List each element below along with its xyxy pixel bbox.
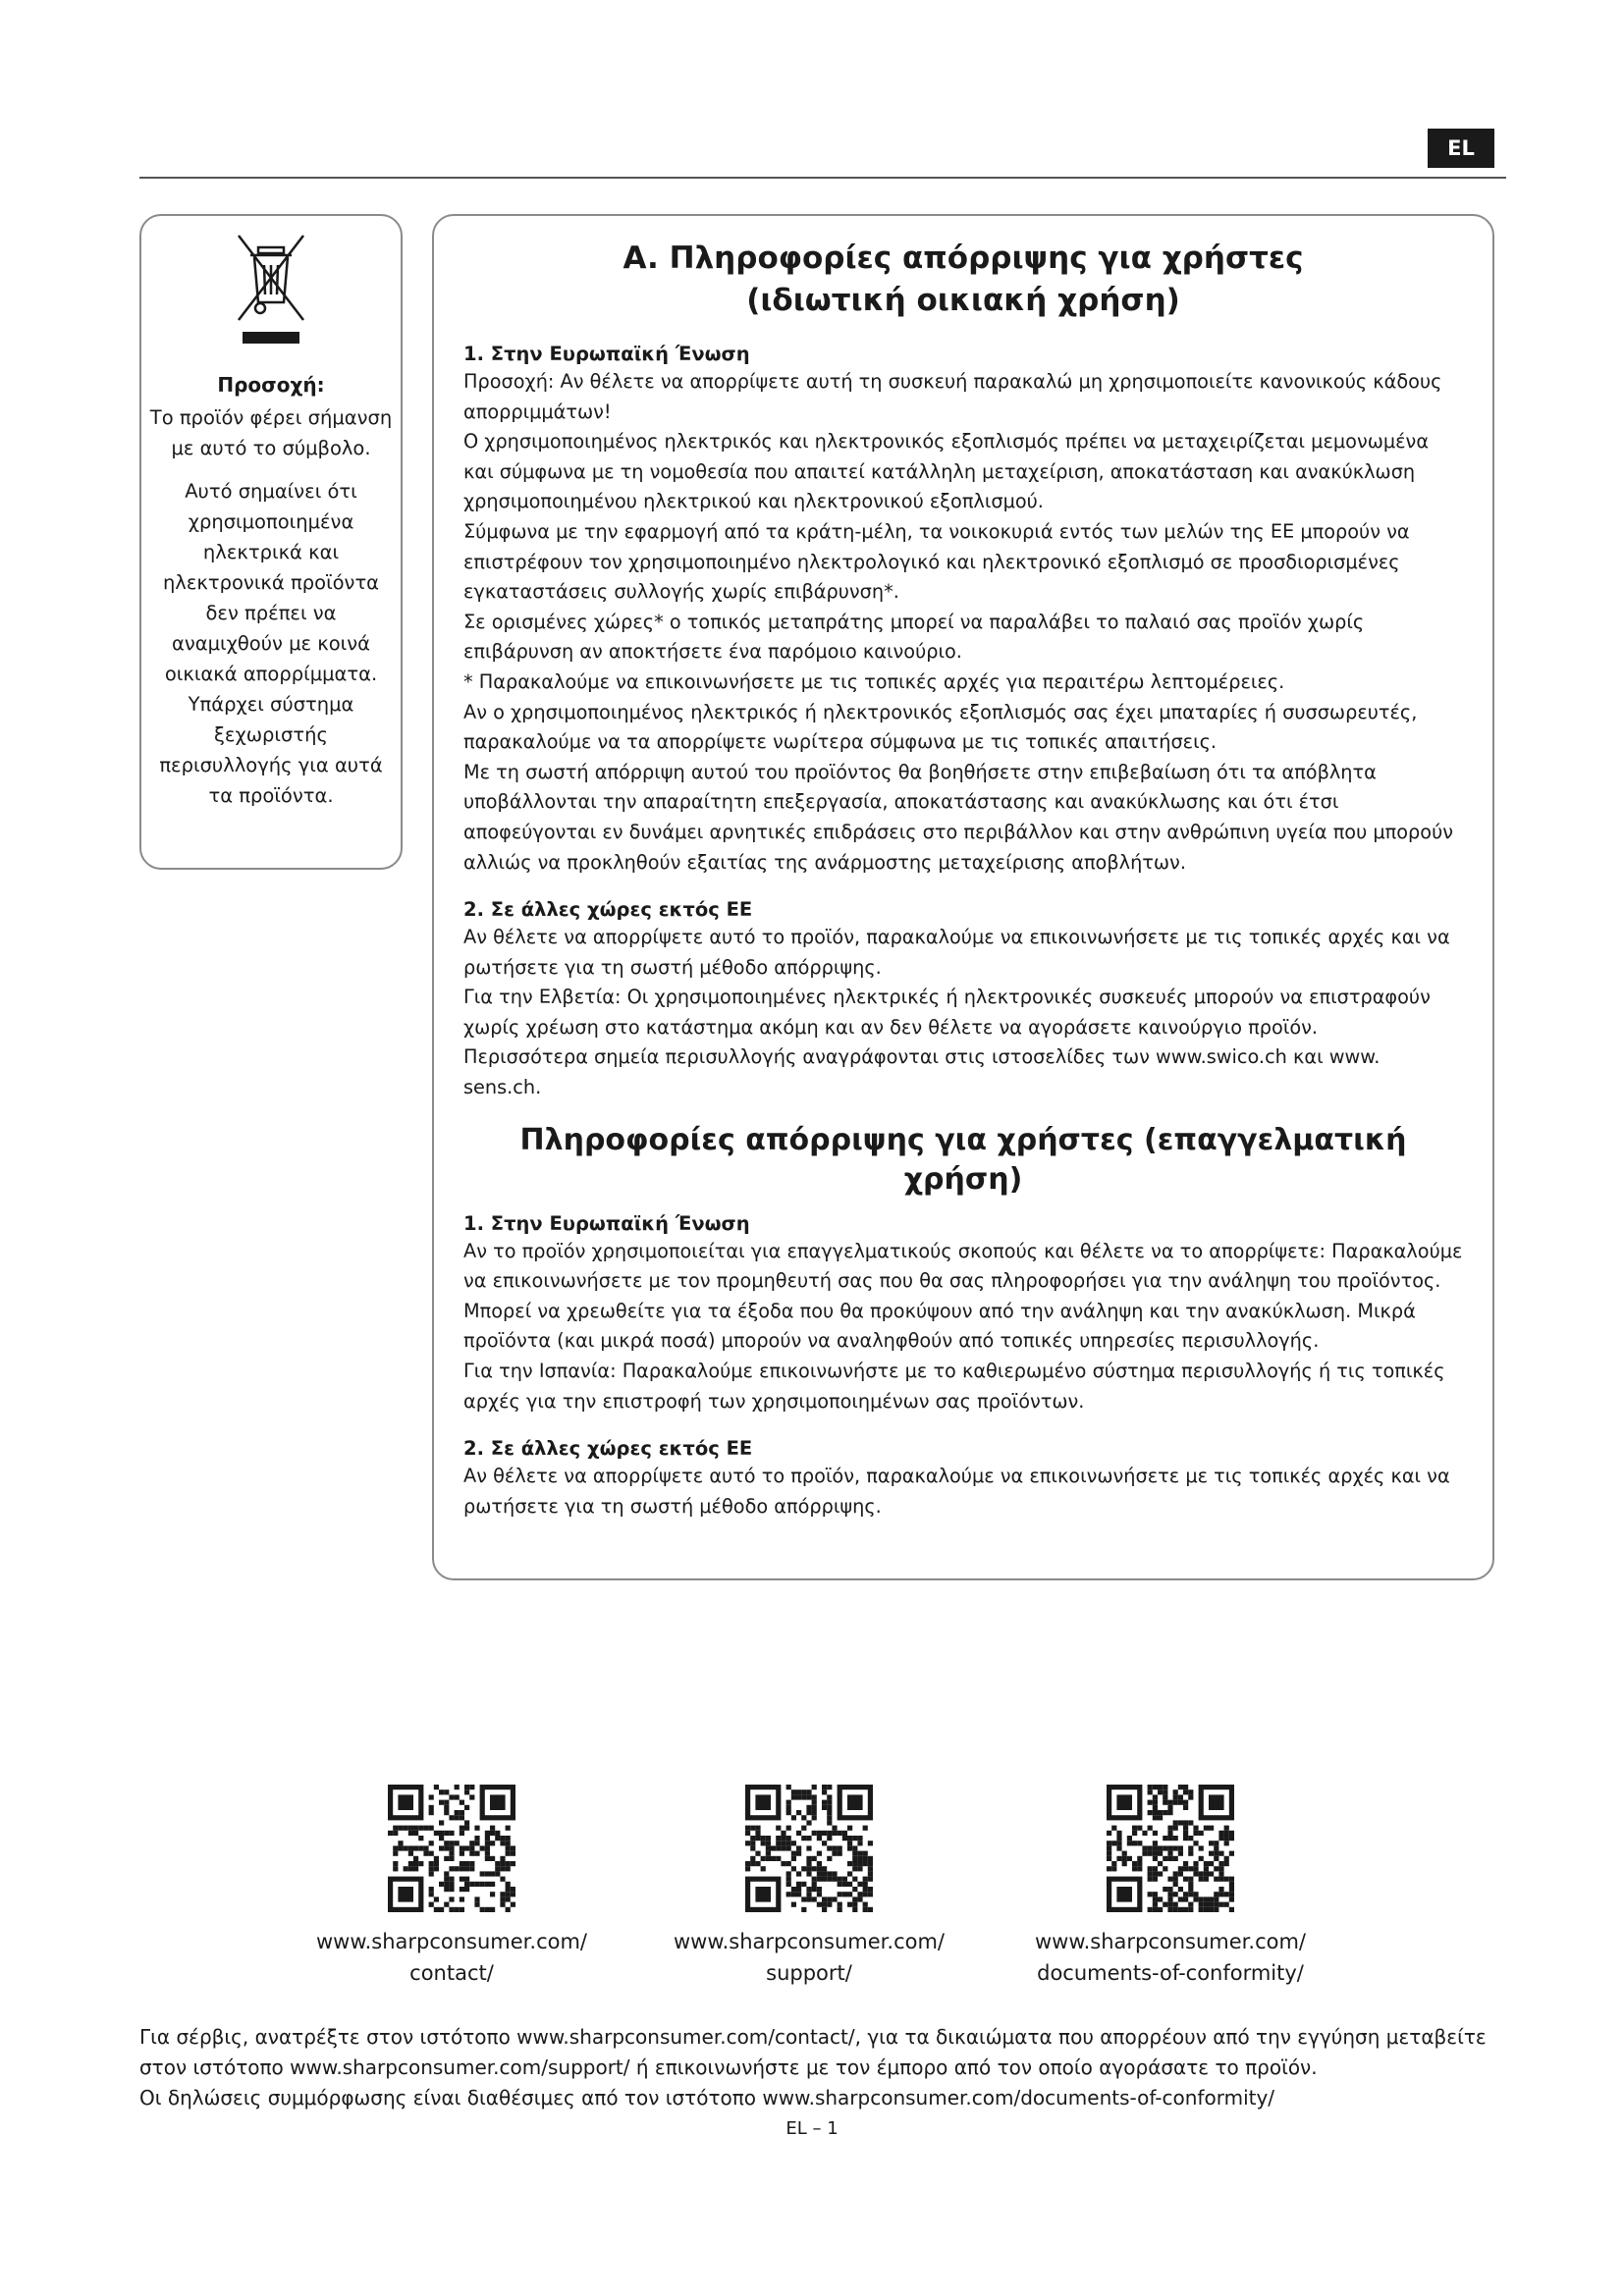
- qr-support-caption-line2: support/: [766, 1961, 852, 1985]
- private-eu-paragraph-3: Σύμφωνα με την εφαρμογή από τα κράτη-μέλη, τα νοικοκυριά εντός των μελών της ΕΕ μπορούν να επιστρέφουν τον χρησιμοποιημένο ηλεκτρολογικό και ηλεκτρονικό εξοπλισμό σε προσδιορισμένες εγκαταστάσεις συλλογής χωρίς επιβάρυνση*.: [463, 519, 1410, 604]
- qr-conformity[interactable]: [1013, 1785, 1327, 1989]
- qr-conformity-caption-line2: documents-of-conformity/: [1037, 1961, 1304, 1985]
- qr-contact-caption-line1: www.sharpconsumer.com/: [316, 1930, 587, 1953]
- professional-eu-paragraph-1: Αν το προϊόν χρησιμοποιείται για επαγγελματικούς σκοπούς και θέλετε να το απορρίψετε: Παρακαλούμε να επικοινωνήσετε με τον προμηθευτή σας που θα σας πληροφορήσει για την ανάληψη του προϊόντος. Μπορεί να χρεωθείτε για τα έξοδα που θα προκύψουν από την ανάληψη και την ανακύκλωση. Μικρά προϊόντα (και μικρά ποσά) μπορούν να αναληφθούν από τοπικές υπηρεσίες περισυλλογής.: [463, 1239, 1463, 1353]
- footer-text: [139, 2022, 1504, 2113]
- footer-paragraph-1: Για σέρβις, ανατρέξτε στον ιστότοπο www.sharpconsumer.com/contact/, για τα δικαιώματα που απορρέουν από την εγγύηση μεταβείτε στον ιστότοπο www.sharpconsumer.com/support/ ή επικοινωνήστε με τον έμπορο από τον οποίο αγοράσατε το προϊόν.: [139, 2025, 1487, 2079]
- header-divider: [139, 177, 1506, 179]
- professional-other-paragraph-1: Αν θέλετε να απορρίψετε αυτό το προϊόν, παρακαλούμε να επικοινωνήσετε με τις τοπικές αρχές και να ρωτήσετε για τη σωστή μέθοδο απόρριψης.: [463, 1465, 1450, 1518]
- qr-code-icon: [388, 1785, 515, 1912]
- qr-contact[interactable]: [295, 1785, 609, 1989]
- qr-support-caption-line1: www.sharpconsumer.com/: [674, 1930, 945, 1953]
- private-eu-paragraph-4: Σε ορισμένες χώρες* ο τοπικός μεταπράτης μπορεί να παραλάβει το παλαιό σας προϊόν χωρίς επιβάρυνση αν αποκτήσετε ένα παρόμοιο καινούριο.: [463, 610, 1365, 664]
- caution-box: [139, 214, 403, 870]
- private-eu-paragraph-6: Αν ο χρησιμοποιημένος ηλεκτρικός ή ηλεκτρονικός εξοπλισμός σας έχει μπαταρίες ή συσσωρευτές, παρακαλούμε να τα απορρίψετε νωρίτερα σύμφωνα με τις τοπικές απαιτήσεις.: [463, 700, 1418, 754]
- private-other-paragraph-2: Για την Ελβετία: Οι χρησιμοποιημένες ηλεκτρικές ή ηλεκτρονικές συσκευές μπορούν να επιστραφούν χωρίς χρέωση στο κατάστημα ακόμη και αν δεν θέλετε να αγοράσετε καινούργιο προϊόν.: [463, 986, 1431, 1039]
- caution-title: Προσοχή:: [217, 373, 325, 397]
- professional-other-heading: 2. Σε άλλες χώρες εκτός ΕΕ: [463, 1437, 753, 1461]
- language-badge: EL: [1428, 129, 1494, 168]
- crossed-out-wheelie-bin-icon: [237, 234, 305, 349]
- private-eu-paragraph-7: Με τη σωστή απόρριψη αυτού του προϊόντος θα βοηθήσετε στην επιβεβαίωση ότι τα απόβλητα υποβάλλονται την απαραίτητη επεξεργασία, αποκατάστασης και ανακύκλωσης και ότι έτσι αποφεύγονται εν δυνάμει αρνητικές επιδράσεις στο περιβάλλον και στην ανθρώπινη υγεία που μπορούν αλλιώς να προκληθούν εξαιτίας της ανάρμοστης μεταχείρισης αποβλήτων.: [463, 760, 1454, 874]
- qr-code-row: [295, 1785, 1329, 1991]
- caution-text-2: Αυτό σημαίνει ότι χρησιμοποιημένα ηλεκτρικά και ηλεκτρονικά προϊόντα δεν πρέπει να αναμιχθούν με κοινά οικιακά απορρίμματα. Υπάρχει σύστημα ξεχωριστής περισυλλογής για αυτά τα προϊόντα.: [159, 480, 383, 807]
- private-eu-paragraph-2: Ο χρησιμοποιημένος ηλεκτρικός και ηλεκτρονικός εξοπλισμός πρέπει να μεταχειρίζεται μεμονωμένα και σύμφωνα με τη νομοθεσία που απαιτεί κατάλληλη μεταχείριση, αποκατάσταση και ανακύκλωση χρησιμοποιημένου ηλεκτρικού και ηλεκτρονικού εξοπλισμού.: [463, 430, 1430, 513]
- qr-support[interactable]: [652, 1785, 966, 1989]
- private-title-line1: A. Πληροφορίες απόρριψης για χρήστες: [623, 240, 1304, 276]
- page-number: EL – 1: [785, 2118, 839, 2139]
- professional-eu-heading: 1. Στην Ευρωπαϊκή Ένωση: [463, 1211, 750, 1235]
- qr-code-icon: [745, 1785, 873, 1912]
- qr-contact-caption-line2: contact/: [409, 1961, 494, 1985]
- footer-paragraph-2: Οι δηλώσεις συμμόρφωσης είναι διαθέσιμες από τον ιστότοπο www.sharpconsumer.com/documents-of-conformity/: [139, 2086, 1275, 2109]
- disposal-info-box: [432, 214, 1494, 1580]
- private-other-heading: 2. Σε άλλες χώρες εκτός ΕΕ: [463, 898, 753, 922]
- private-other-paragraph-3: Περισσότερα σημεία περισυλλογής αναγράφονται στις ιστοσελίδες των www.swico.ch και www. sens.ch.: [463, 1045, 1380, 1099]
- qr-code-icon: [1107, 1785, 1234, 1912]
- caution-text-1: Το προϊόν φέρει σήμανση με αυτό το σύμβολο.: [149, 406, 393, 459]
- private-eu-paragraph-5: * Παρακαλούμε να επικοινωνήσετε με τις τοπικές αρχές για περαιτέρω λεπτομέρειες.: [463, 669, 1285, 693]
- professional-eu-paragraph-2: Για την Ισπανία: Παρακαλούμε επικοινωνήστε με το καθιερωμένο σύστημα περισυλλογής ή τις τοπικές αρχές για την επιστροφή των χρησιμοποιημένων σας προϊόντων.: [463, 1360, 1445, 1413]
- professional-title: Πληροφορίες απόρριψης για χρήστες (επαγγελματική χρήση): [519, 1122, 1407, 1197]
- qr-conformity-caption-line1: www.sharpconsumer.com/: [1035, 1930, 1306, 1953]
- private-title-line2: (ιδιωτική οικιακή χρήση): [746, 283, 1180, 318]
- private-eu-paragraph-1: Προσοχή: Αν θέλετε να απορρίψετε αυτή τη συσκευή παρακαλώ μη χρησιμοποιείτε κανονικούς κάδους απορριμμάτων!: [463, 370, 1442, 423]
- private-other-paragraph-1: Αν θέλετε να απορρίψετε αυτό το προϊόν, παρακαλούμε να επικοινωνήσετε με τις τοπικές αρχές και να ρωτήσετε για τη σωστή μέθοδο απόρριψης.: [463, 926, 1450, 979]
- private-eu-heading: 1. Στην Ευρωπαϊκή Ένωση: [463, 343, 750, 365]
